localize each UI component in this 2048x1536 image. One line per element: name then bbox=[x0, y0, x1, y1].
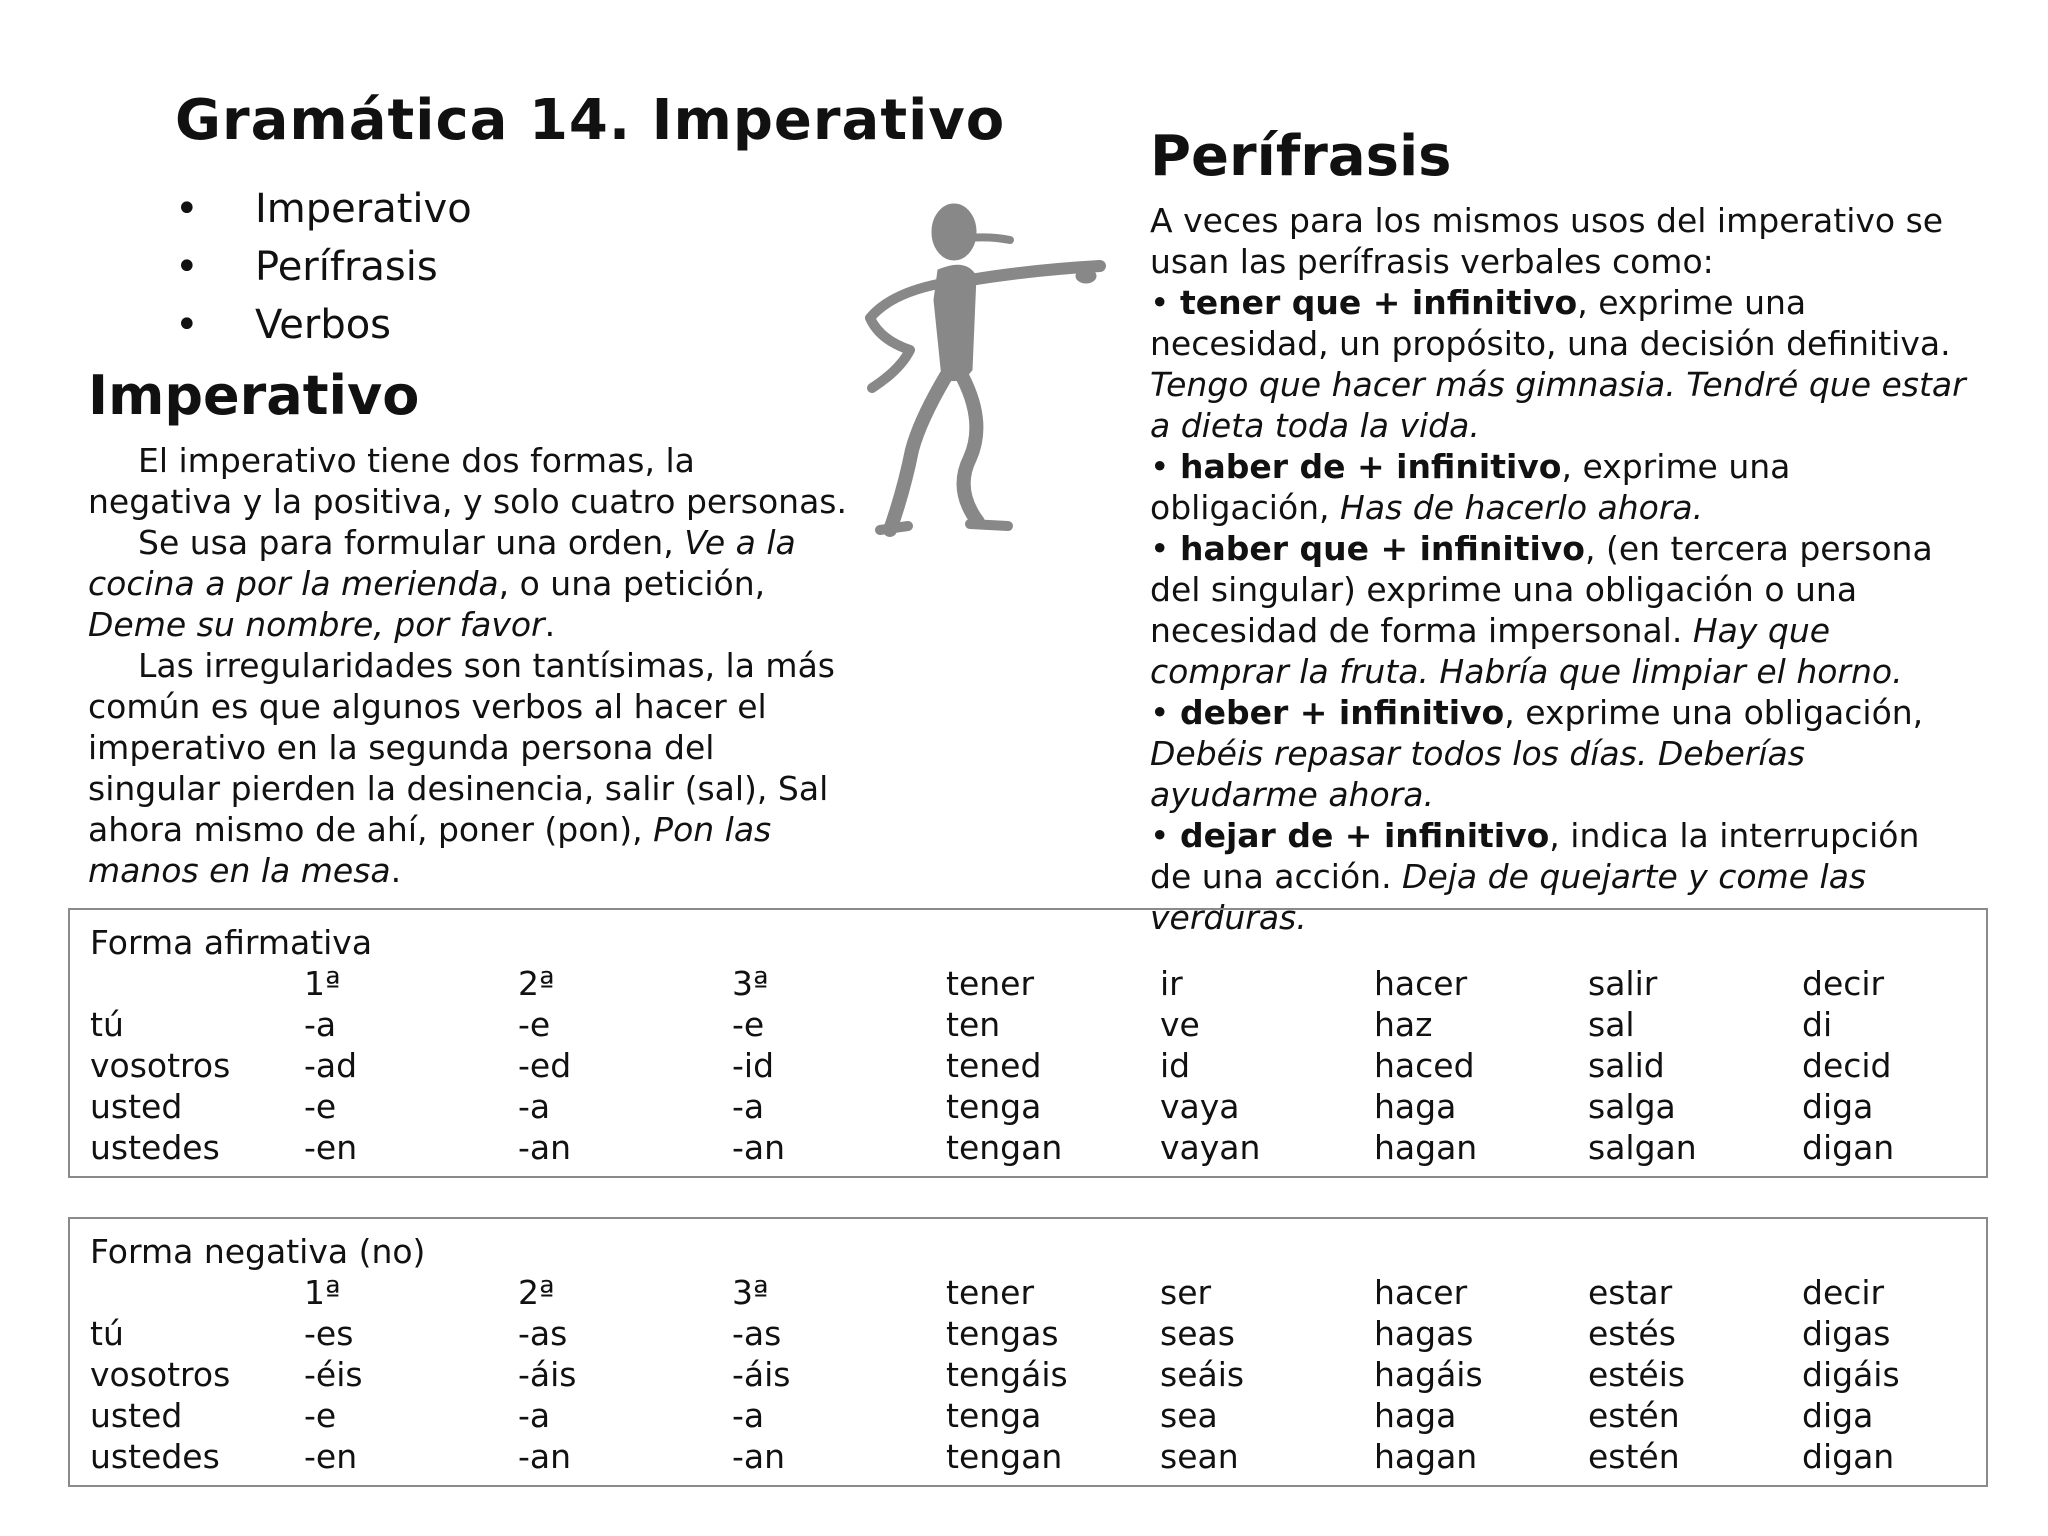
column-header: tener bbox=[946, 1273, 1035, 1312]
table-cell: -an bbox=[732, 1128, 786, 1167]
table-title: Forma negativa (no) bbox=[90, 1232, 426, 1271]
example-text: Has de hacerlo ahora. bbox=[1340, 488, 1704, 527]
table-cell: -e bbox=[518, 1005, 551, 1044]
topic-list bbox=[175, 180, 472, 354]
example-text: Pon las manos en la mesa bbox=[88, 810, 772, 890]
paragraph-text: El imperativo tiene dos formas, la negativa y la positiva, y solo cuatro personas. bbox=[88, 441, 847, 521]
table-cell: seas bbox=[1160, 1314, 1235, 1353]
table-cell: -an bbox=[732, 1437, 786, 1476]
table-cell: di bbox=[1802, 1005, 1833, 1044]
example-text: Hay que comprar la fruta. Habría que limpiar el horno. bbox=[1150, 611, 1903, 691]
person-label: ustedes bbox=[90, 1437, 220, 1476]
topic-label: Imperativo bbox=[255, 186, 472, 232]
topic-item bbox=[175, 180, 472, 238]
table-row bbox=[90, 1127, 1966, 1168]
topic-item bbox=[175, 296, 472, 354]
table-title: Forma afirmativa bbox=[90, 923, 373, 962]
table-cell: -a bbox=[304, 1005, 337, 1044]
table-cell: -e bbox=[304, 1396, 337, 1435]
column-header: estar bbox=[1588, 1273, 1673, 1312]
table-cell: hagan bbox=[1374, 1437, 1478, 1476]
table-cell: estén bbox=[1588, 1437, 1680, 1476]
figure-left-foot bbox=[880, 526, 908, 530]
column-header: 2ª bbox=[518, 1273, 555, 1312]
table-cell: -e bbox=[304, 1087, 337, 1126]
table-cell: -id bbox=[732, 1046, 775, 1085]
table-cell: digas bbox=[1802, 1314, 1891, 1353]
perifrasis-item bbox=[1150, 692, 1970, 815]
paragraph-text: Las irregularidades son tantísimas, la más común es que algunos verbos al hacer el imperativo en la segunda persona del singular pierden la desinencia, salir (sal), Sal ahora mismo de ahí, poner (pon), bbox=[88, 646, 835, 849]
table-cell: tengáis bbox=[946, 1355, 1068, 1394]
perifrasis-description: , exprime una necesidad, un propósito, una decisión definitiva. bbox=[1150, 283, 1951, 363]
table-cell: ten bbox=[946, 1005, 1001, 1044]
pointing-figure-illustration bbox=[850, 200, 1130, 540]
table-row bbox=[90, 1436, 1966, 1477]
table-cell: -ad bbox=[304, 1046, 358, 1085]
figure-other-arm bbox=[870, 284, 938, 388]
table-cell: -ed bbox=[518, 1046, 572, 1085]
table-cell: estéis bbox=[1588, 1355, 1686, 1394]
bullet: • bbox=[175, 302, 199, 348]
paragraph-text: , o una petición, bbox=[498, 564, 766, 603]
table-cell: salid bbox=[1588, 1046, 1665, 1085]
imperativo-paragraph bbox=[88, 440, 848, 522]
perifrasis-term: dejar de + infinitivo bbox=[1179, 816, 1550, 855]
perifrasis-item bbox=[1150, 282, 1970, 446]
column-header bbox=[90, 1272, 304, 1313]
figure-head bbox=[932, 204, 976, 260]
table-cell: -éis bbox=[304, 1355, 363, 1394]
paragraph-text: . bbox=[390, 851, 402, 890]
table-cell: salga bbox=[1588, 1087, 1676, 1126]
column-header: 3ª bbox=[732, 1273, 769, 1312]
example-text: Debéis repasar todos los días. Deberías ayudarme ahora. bbox=[1150, 734, 1805, 814]
perifrasis-description: , exprime una obligación, bbox=[1504, 693, 1924, 732]
table-cell: tened bbox=[946, 1046, 1042, 1085]
perifrasis-description: , exprime una obligación, bbox=[1150, 447, 1791, 527]
table-cell: -a bbox=[518, 1087, 551, 1126]
bullet: • bbox=[175, 244, 199, 290]
example-text: Deme su nombre, por favor bbox=[88, 605, 545, 644]
table-body bbox=[90, 1272, 1966, 1477]
imperativo-paragraph bbox=[88, 645, 848, 891]
table-cell: -áis bbox=[518, 1355, 577, 1394]
table-cell: haga bbox=[1374, 1087, 1457, 1126]
table-row bbox=[90, 1395, 1966, 1436]
table-cell: estén bbox=[1588, 1396, 1680, 1435]
column-header: 1ª bbox=[304, 1273, 341, 1312]
table-cell: hagas bbox=[1374, 1314, 1474, 1353]
page-title: Gramática 14. Imperativo bbox=[175, 88, 1006, 153]
table-cell: tenga bbox=[946, 1396, 1042, 1435]
table-cell: decid bbox=[1802, 1046, 1892, 1085]
imperativo-paragraph bbox=[88, 522, 848, 645]
table-cell: ve bbox=[1160, 1005, 1200, 1044]
topic-item bbox=[175, 238, 472, 296]
table-row bbox=[90, 1086, 1966, 1127]
topic-label: Perífrasis bbox=[255, 244, 438, 290]
person-label: vosotros bbox=[90, 1046, 231, 1085]
column-header: 3ª bbox=[732, 964, 769, 1003]
table-body bbox=[90, 963, 1966, 1168]
person-label: usted bbox=[90, 1396, 183, 1435]
imperativo-body bbox=[88, 440, 848, 891]
bullet: • bbox=[1150, 529, 1180, 568]
person-label: tú bbox=[90, 1005, 124, 1044]
table-cell: -en bbox=[304, 1437, 358, 1476]
perifrasis-term: haber que + infinitivo bbox=[1179, 529, 1585, 568]
perifrasis-body bbox=[1150, 200, 1970, 938]
table-cell: -as bbox=[518, 1314, 568, 1353]
perifrasis-item bbox=[1150, 446, 1970, 528]
table-cell: -as bbox=[732, 1314, 782, 1353]
topic-label: Verbos bbox=[255, 302, 392, 348]
column-header: tener bbox=[946, 964, 1035, 1003]
table-cell: estés bbox=[1588, 1314, 1676, 1353]
table-row bbox=[90, 1354, 1966, 1395]
column-header bbox=[90, 963, 304, 1004]
bullet: • bbox=[175, 186, 199, 232]
table-cell: -es bbox=[304, 1314, 354, 1353]
example-text: Deja de quejarte y come las verduras. bbox=[1150, 857, 1867, 937]
column-header: hacer bbox=[1374, 1273, 1468, 1312]
table-cell: -a bbox=[732, 1396, 765, 1435]
table-cell: id bbox=[1160, 1046, 1191, 1085]
column-header: ser bbox=[1160, 1273, 1212, 1312]
perifrasis-item bbox=[1150, 528, 1970, 692]
example-text: Ve a la cocina a por la merienda bbox=[88, 523, 796, 603]
table-cell: -a bbox=[732, 1087, 765, 1126]
table-row bbox=[90, 963, 1966, 1004]
table-cell: tengas bbox=[946, 1314, 1059, 1353]
table-cell: hagan bbox=[1374, 1128, 1478, 1167]
table-cell: haz bbox=[1374, 1005, 1433, 1044]
table-cell: vayan bbox=[1160, 1128, 1261, 1167]
table-cell: vaya bbox=[1160, 1087, 1240, 1126]
figure-nose bbox=[968, 237, 1010, 240]
person-label: usted bbox=[90, 1087, 183, 1126]
imperativo-heading: Imperativo bbox=[88, 364, 420, 427]
column-header: 2ª bbox=[518, 964, 555, 1003]
table-cell: digáis bbox=[1802, 1355, 1900, 1394]
column-header: decir bbox=[1802, 1273, 1885, 1312]
table-cell: tengan bbox=[946, 1437, 1063, 1476]
table-cell: -en bbox=[304, 1128, 358, 1167]
column-header: salir bbox=[1588, 964, 1658, 1003]
table-cell: tenga bbox=[946, 1087, 1042, 1126]
paragraph-text: . bbox=[544, 605, 556, 644]
bullet: • bbox=[1150, 283, 1180, 322]
table-cell: hagáis bbox=[1374, 1355, 1483, 1394]
table-cell: haced bbox=[1374, 1046, 1475, 1085]
table-cell: -an bbox=[518, 1128, 572, 1167]
bullet: • bbox=[1150, 447, 1180, 486]
table-cell: sean bbox=[1160, 1437, 1239, 1476]
table-row bbox=[90, 1045, 1966, 1086]
table-row bbox=[90, 1272, 1966, 1313]
table-cell: sal bbox=[1588, 1005, 1635, 1044]
table-cell: diga bbox=[1802, 1396, 1874, 1435]
negative-conjugation-table bbox=[68, 1217, 1988, 1487]
perifrasis-term: tener que + infinitivo bbox=[1179, 283, 1578, 322]
table-cell: digan bbox=[1802, 1128, 1895, 1167]
person-label: ustedes bbox=[90, 1128, 220, 1167]
figure-hand bbox=[1076, 269, 1096, 283]
column-header: ir bbox=[1160, 964, 1183, 1003]
table-cell: salgan bbox=[1588, 1128, 1697, 1167]
table-cell: -a bbox=[518, 1396, 551, 1435]
example-text: Tengo que hacer más gimnasia. Tendré que estar a dieta toda la vida. bbox=[1150, 365, 1966, 445]
column-header: 1ª bbox=[304, 964, 341, 1003]
table-row bbox=[90, 1004, 1966, 1045]
figure-left-leg bbox=[890, 376, 946, 530]
person-label: tú bbox=[90, 1314, 124, 1353]
table-cell: -an bbox=[518, 1437, 572, 1476]
table-cell: haga bbox=[1374, 1396, 1457, 1435]
figure-right-foot bbox=[970, 524, 1008, 526]
bullet: • bbox=[1150, 816, 1180, 855]
table-cell: diga bbox=[1802, 1087, 1874, 1126]
affirmative-conjugation-table bbox=[68, 908, 1988, 1178]
perifrasis-term: haber de + infinitivo bbox=[1179, 447, 1562, 486]
table-cell: -e bbox=[732, 1005, 765, 1044]
table-cell: tengan bbox=[946, 1128, 1063, 1167]
bullet: • bbox=[1150, 693, 1180, 732]
perifrasis-intro: A veces para los mismos usos del imperativo se usan las perífrasis verbales como: bbox=[1150, 201, 1944, 281]
table-cell: seáis bbox=[1160, 1355, 1245, 1394]
table-cell: digan bbox=[1802, 1437, 1895, 1476]
paragraph-text: Se usa para formular una orden, bbox=[138, 523, 685, 562]
table-cell: -áis bbox=[732, 1355, 791, 1394]
person-label: vosotros bbox=[90, 1355, 231, 1394]
perifrasis-description: , (en tercera persona del singular) exprime una obligación o una necesidad de forma impersonal. bbox=[1150, 529, 1933, 650]
column-header: hacer bbox=[1374, 964, 1468, 1003]
table-row bbox=[90, 1313, 1966, 1354]
table-cell: sea bbox=[1160, 1396, 1218, 1435]
perifrasis-description: , indica la interrupción de una acción. bbox=[1150, 816, 1920, 896]
perifrasis-term: deber + infinitivo bbox=[1179, 693, 1505, 732]
column-header: decir bbox=[1802, 964, 1885, 1003]
perifrasis-heading: Perífrasis bbox=[1150, 124, 1452, 189]
figure-right-leg bbox=[962, 376, 978, 522]
